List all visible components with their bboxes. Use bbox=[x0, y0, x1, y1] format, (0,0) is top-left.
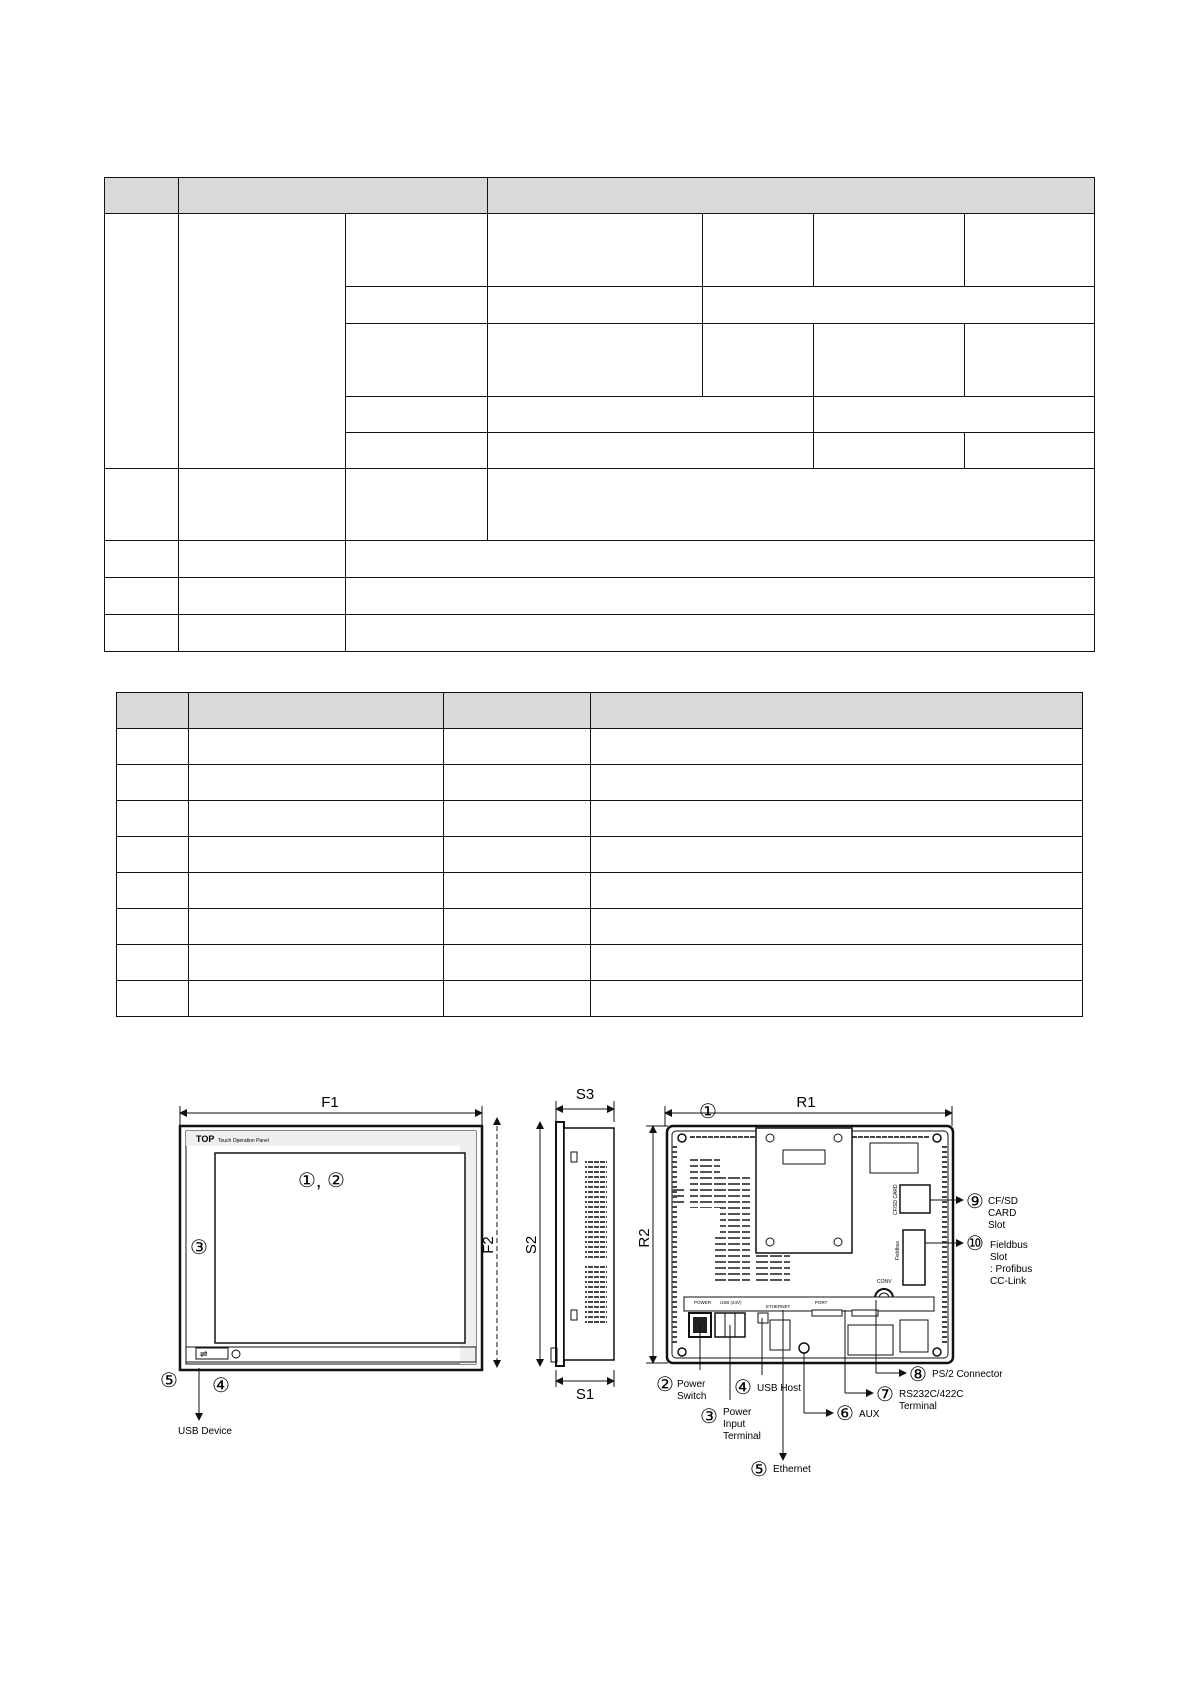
front-brand-sub: Touch Operation Panel bbox=[218, 1138, 269, 1144]
panel-usb-label: USB (24V) bbox=[720, 1300, 742, 1305]
callout-power-input-l1: Power bbox=[723, 1407, 752, 1418]
usb-device-label: USB Device bbox=[178, 1426, 232, 1437]
front-brand: TOP bbox=[196, 1134, 215, 1144]
dim-f2-label: F2 bbox=[480, 1236, 497, 1254]
side-view bbox=[523, 1086, 614, 1403]
callout-cf-l3: Slot bbox=[988, 1220, 1006, 1231]
callout-fieldbus-l3: : Profibus bbox=[990, 1264, 1033, 1275]
callout-power-switch-l1: Power bbox=[677, 1379, 706, 1390]
rear-callout-1: ① bbox=[699, 1101, 717, 1123]
callout-rs232-l1: RS232C/422C bbox=[899, 1389, 964, 1400]
callout-power-input-l3: Terminal bbox=[723, 1431, 761, 1442]
rear-view bbox=[636, 1094, 1032, 1481]
callout-rs232-num: ⑦ bbox=[876, 1384, 894, 1406]
callout-fieldbus-l1: Fieldbus bbox=[990, 1240, 1028, 1251]
callout-ethernet: Ethernet bbox=[773, 1464, 811, 1475]
dim-s1-label: S1 bbox=[575, 1386, 595, 1403]
panel-power-label: POWER bbox=[694, 1300, 712, 1305]
callout-fieldbus-num: ⑩ bbox=[966, 1233, 984, 1255]
dim-s3-label: S3 bbox=[575, 1086, 595, 1103]
callout-ps2-num: ⑧ bbox=[909, 1364, 927, 1386]
dim-r2-label: R2 bbox=[636, 1228, 653, 1248]
dim-s2-label: S2 bbox=[523, 1235, 540, 1255]
callout-ethernet-num: ⑤ bbox=[750, 1459, 768, 1481]
panel-conv-label: CONV bbox=[877, 1279, 892, 1285]
side-bezel bbox=[556, 1122, 564, 1366]
callout-power-input-num: ③ bbox=[700, 1406, 718, 1428]
callout-power-switch-l2: Switch bbox=[677, 1391, 707, 1402]
panel-port-label: PORT bbox=[815, 1300, 828, 1305]
front-callout-4: ④ bbox=[212, 1375, 230, 1397]
callout-cf-l1: CF/SD bbox=[988, 1196, 1018, 1207]
callout-usb-host: USB Host bbox=[757, 1383, 801, 1394]
usb-symbol-icon: ⇌ bbox=[200, 1349, 208, 1359]
callout-aux-num: ⑥ bbox=[836, 1403, 854, 1425]
front-callout-3: ③ bbox=[190, 1237, 208, 1259]
panel-ethernet-label: ETHERNET bbox=[766, 1304, 791, 1309]
front-callout-5: ⑤ bbox=[160, 1370, 178, 1392]
front-led bbox=[232, 1350, 240, 1358]
callout-cf-l2: CARD bbox=[988, 1208, 1017, 1219]
callout-aux: AUX bbox=[859, 1409, 880, 1420]
rear-plate bbox=[756, 1128, 852, 1253]
callout-rs232-l2: Terminal bbox=[899, 1401, 937, 1412]
panel-cf-label: CF/SD CARD bbox=[893, 1184, 899, 1215]
front-view bbox=[160, 1094, 497, 1437]
panel-fieldbus-label: Fieldbus bbox=[895, 1241, 901, 1260]
callout-fieldbus-l4: CC-Link bbox=[990, 1276, 1027, 1287]
callout-cf-num: ⑨ bbox=[966, 1191, 984, 1213]
front-callout-12: ①, ② bbox=[298, 1170, 345, 1192]
dim-f1-label: F1 bbox=[321, 1094, 339, 1111]
callout-fieldbus-l2: Slot bbox=[990, 1252, 1008, 1263]
callout-usb-host-num: ④ bbox=[734, 1377, 752, 1399]
callout-power-input-l2: Input bbox=[723, 1419, 746, 1430]
dim-r1-label: R1 bbox=[796, 1094, 816, 1111]
callout-ps2: PS/2 Connector bbox=[932, 1369, 1003, 1380]
callout-power-switch-num: ② bbox=[656, 1374, 674, 1396]
